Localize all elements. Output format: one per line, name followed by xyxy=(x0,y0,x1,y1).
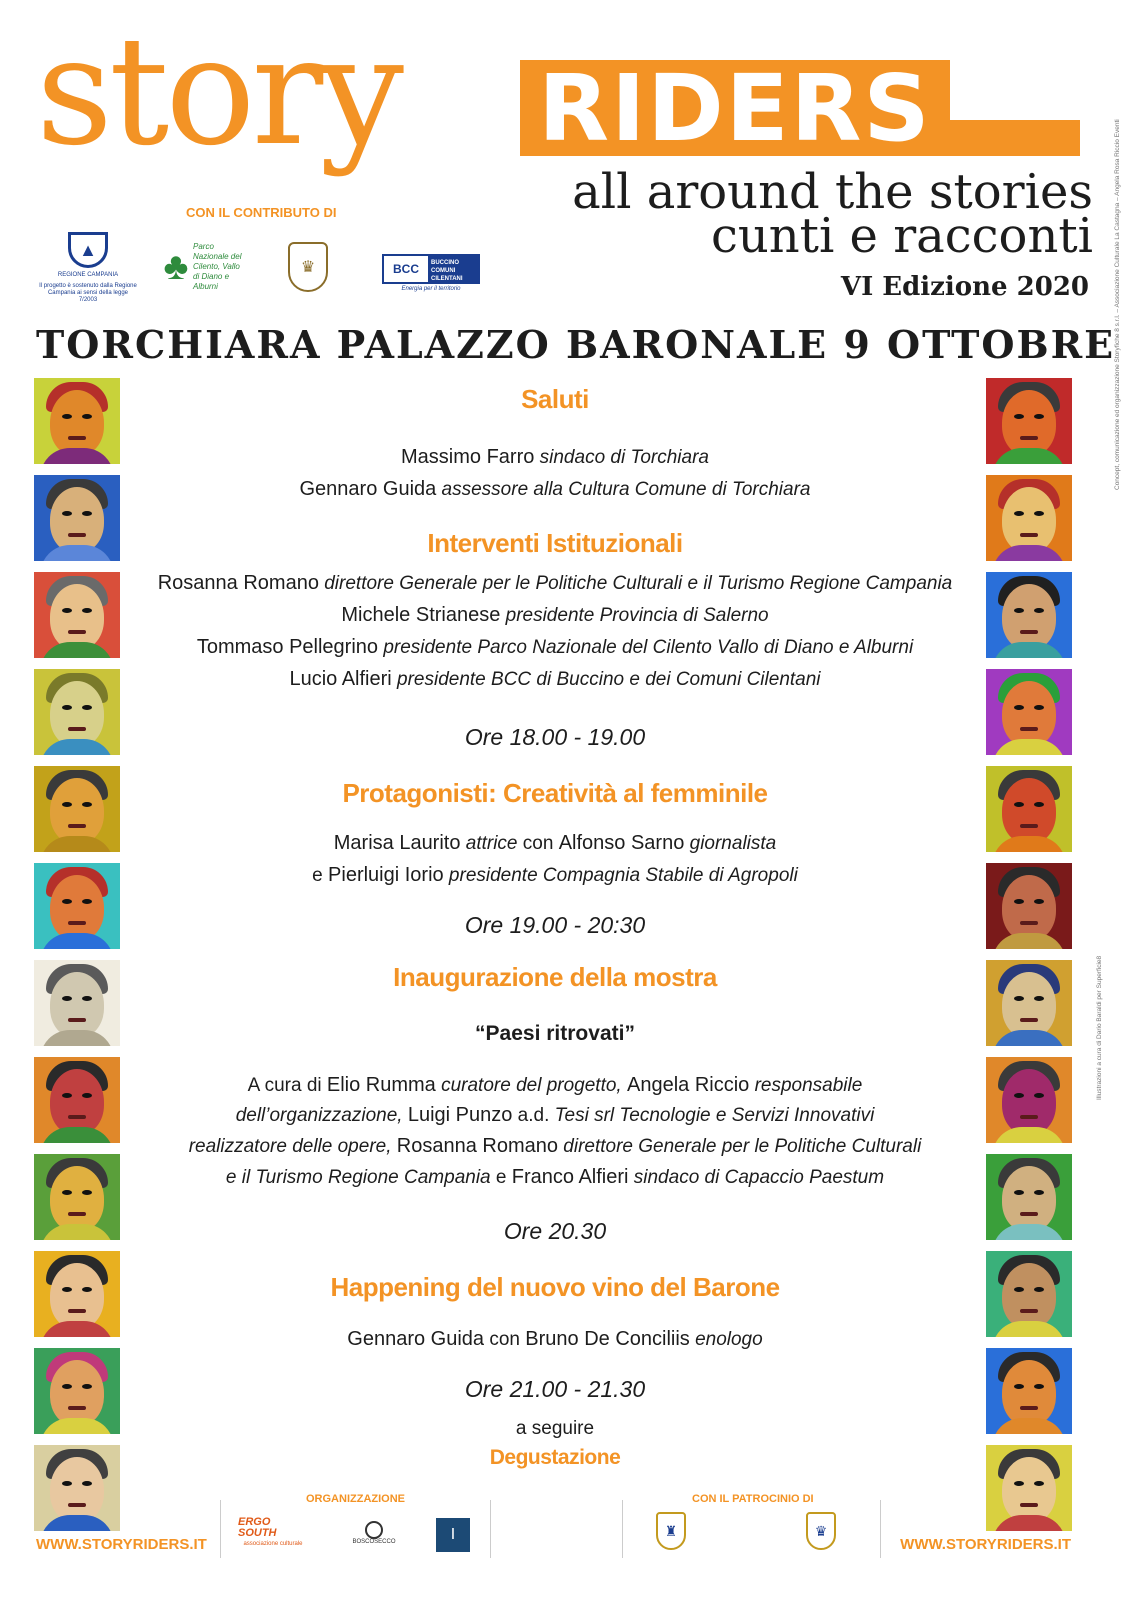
portrait-illustration xyxy=(986,1154,1072,1240)
person-role: assessore alla Cultura Comune di Torchiara xyxy=(441,479,811,500)
mostra-line-4 xyxy=(130,1166,980,1189)
portrait-eye xyxy=(82,705,92,710)
portrait-body xyxy=(40,1224,114,1240)
crest-icon: ♛ xyxy=(288,242,328,292)
person-role: direttore Generale per le Politiche Culturali xyxy=(563,1136,922,1157)
website-link-right[interactable]: WWW.STORYRIDERS.IT xyxy=(900,1536,1071,1553)
happening-line-1 xyxy=(130,1328,980,1351)
person-name: Rosanna Romano xyxy=(396,1135,558,1157)
person-role: curatore del progetto, xyxy=(441,1075,622,1096)
portrait-eye xyxy=(1034,899,1044,904)
portrait-illustration xyxy=(34,960,120,1046)
portrait-mouth xyxy=(1020,1406,1038,1410)
portrait-eye xyxy=(62,1093,72,1098)
person-role: presidente Parco Nazionale del Cilento Vallo di Diano e Alburni xyxy=(383,637,914,658)
person-role: sindaco di Torchiara xyxy=(539,447,709,468)
time-mostra: Ore 20.30 xyxy=(503,1218,607,1244)
logo-riders-box xyxy=(520,54,950,162)
portrait-face xyxy=(1002,1360,1056,1426)
portrait-eye xyxy=(1034,996,1044,1001)
portrait-illustration xyxy=(986,475,1072,561)
interventi-line-3 xyxy=(130,636,980,659)
logo-riders: RIDERS xyxy=(538,54,932,162)
portrait-eye xyxy=(1034,1384,1044,1389)
portrait-face xyxy=(50,1360,104,1426)
portrait-body xyxy=(992,642,1066,658)
portrait-body xyxy=(40,1321,114,1337)
portrait-mouth xyxy=(1020,921,1038,925)
divider xyxy=(220,1500,221,1558)
portrait-body xyxy=(40,448,114,464)
person-role: giornalista xyxy=(689,833,777,854)
shield-icon: ▲ xyxy=(68,232,108,268)
person-name: Gennaro Guida xyxy=(347,1328,485,1350)
portrait-face xyxy=(50,1457,104,1523)
portrait-illustration xyxy=(34,378,120,464)
a-seguire-label: a seguire xyxy=(515,1418,595,1439)
protagonisti-line-1 xyxy=(130,832,980,855)
portrait-illustration xyxy=(986,960,1072,1046)
person-role: e il Turismo Regione Campania xyxy=(225,1167,491,1188)
portrait-mouth xyxy=(1020,1212,1038,1216)
portrait-illustration xyxy=(986,863,1072,949)
region-note: Il progetto è sostenuto dalla Regione Campania ai sensi della legge 7/2003 xyxy=(39,283,137,303)
portrait-face xyxy=(1002,972,1056,1038)
vertical-credit: Concept, comunicazione ed organizzazione Storyfiche 8 s.r.l. – Associazione Culturale La Castagna – Angela Rosa Riccio Eventi xyxy=(1114,119,1121,490)
patrocinio-crest-1 xyxy=(656,1512,686,1550)
protagonisti-line-2 xyxy=(130,864,980,887)
bcc-sub: Energia per il territorio xyxy=(401,286,461,292)
interventi-line-4 xyxy=(130,668,980,691)
bcc-logo xyxy=(382,252,480,294)
role-ad: a.d. xyxy=(517,1105,550,1126)
portrait-body xyxy=(992,836,1066,852)
portrait-body xyxy=(992,933,1066,949)
portrait-eye xyxy=(82,996,92,1001)
portrait-body xyxy=(992,545,1066,561)
portrait-eye xyxy=(1014,1481,1024,1486)
person-role: presidente BCC di Buccino e dei Comuni Cilentani xyxy=(397,669,821,690)
divider xyxy=(880,1500,881,1558)
portrait-mouth xyxy=(68,824,86,828)
time-happening: Ore 21.00 - 21.30 xyxy=(464,1376,646,1402)
portrait-body xyxy=(40,1030,114,1046)
person-role: attrice xyxy=(465,833,518,854)
portrait-eye xyxy=(82,802,92,807)
heading-interventi: Interventi Istituzionali xyxy=(427,528,683,558)
person-name: Massimo Farro xyxy=(401,446,535,468)
portrait-illustration xyxy=(986,1251,1072,1337)
i-logo: I xyxy=(436,1518,470,1552)
patrocinio-label: CON IL PATROCINIO DI xyxy=(692,1493,814,1505)
portrait-face xyxy=(50,875,104,941)
portrait-face xyxy=(50,487,104,553)
conj-con: con xyxy=(489,1329,520,1350)
portrait-mouth xyxy=(68,1406,86,1410)
portrait-face xyxy=(50,1069,104,1135)
person-name: Gennaro Guida xyxy=(299,478,437,500)
portrait-mouth xyxy=(68,630,86,634)
olive-label: BOSCOSECCO xyxy=(352,1539,396,1545)
portrait-eye xyxy=(62,1190,72,1195)
portrait-eye xyxy=(82,1093,92,1098)
portrait-body xyxy=(40,1418,114,1434)
portrait-body xyxy=(992,1321,1066,1337)
saluti-line-2 xyxy=(130,478,980,501)
portrait-mouth xyxy=(68,1503,86,1507)
mostra-line-1 xyxy=(130,1074,980,1097)
portrait-mouth xyxy=(68,1115,86,1119)
portrait-eye xyxy=(82,414,92,419)
portrait-illustration xyxy=(34,1348,120,1434)
wreath-icon xyxy=(365,1521,383,1539)
tagline-stories: all around the stories xyxy=(572,164,1093,220)
portrait-mouth xyxy=(1020,1503,1038,1507)
person-role: responsabile xyxy=(754,1075,863,1096)
portrait-face xyxy=(1002,390,1056,456)
portrait-eye xyxy=(62,511,72,516)
conj-con: con xyxy=(522,833,554,854)
portrait-illustration xyxy=(34,766,120,852)
portrait-eye xyxy=(1014,1287,1024,1292)
portrait-eye xyxy=(1034,802,1044,807)
portrait-face xyxy=(50,972,104,1038)
portrait-face xyxy=(1002,1263,1056,1329)
portrait-mouth xyxy=(68,1212,86,1216)
portrait-face xyxy=(50,1263,104,1329)
person-name: Michele Strianese xyxy=(341,604,501,626)
crest-icon: ♜ xyxy=(656,1512,686,1550)
plant-icon: ♣ xyxy=(163,246,189,288)
comune-torchiara-logo xyxy=(284,240,332,294)
portrait-mouth xyxy=(68,727,86,731)
portrait-body xyxy=(992,448,1066,464)
portrait-eye xyxy=(1034,1190,1044,1195)
portrait-eye xyxy=(62,705,72,710)
portrait-body xyxy=(40,642,114,658)
portrait-body xyxy=(40,545,114,561)
region-label: REGIONE CAMPANIA xyxy=(57,272,119,278)
heading-mostra: Inaugurazione della mostra xyxy=(393,962,717,992)
person-name: Rosanna Romano xyxy=(157,572,319,594)
portrait-eye xyxy=(62,899,72,904)
person-role: sindaco di Capaccio Paestum xyxy=(633,1167,885,1188)
portrait-eye xyxy=(1014,899,1024,904)
portrait-illustration xyxy=(986,378,1072,464)
tagline-cunti: cunti e racconti xyxy=(710,208,1093,264)
portrait-eye xyxy=(82,1190,92,1195)
person-role: direttore Generale per le Politiche Culturali e il Turismo Regione Campania xyxy=(324,573,953,594)
interventi-line-2 xyxy=(130,604,980,627)
portrait-illustration xyxy=(34,475,120,561)
portrait-face xyxy=(1002,584,1056,650)
portrait-mouth xyxy=(68,533,86,537)
portrait-eye xyxy=(62,1287,72,1292)
person-name: Luigi Punzo xyxy=(407,1104,513,1126)
person-role: Tesi srl Tecnologie e Servizi Innovativi xyxy=(554,1105,875,1126)
person-name: Pierluigi Iorio xyxy=(328,864,444,886)
divider xyxy=(490,1500,491,1558)
portrait-eye xyxy=(1034,1093,1044,1098)
bcc-left: BCC xyxy=(384,256,428,282)
portrait-body xyxy=(992,1030,1066,1046)
portrait-eye xyxy=(82,899,92,904)
portrait-body xyxy=(40,836,114,852)
crest-icon: ♛ xyxy=(806,1512,836,1550)
portrait-illustration xyxy=(34,1251,120,1337)
portrait-face xyxy=(1002,681,1056,747)
portrait-illustration xyxy=(986,1348,1072,1434)
mostra-subtitle: “Paesi ritrovati” xyxy=(475,1022,635,1045)
portrait-eye xyxy=(62,1481,72,1486)
portrait-eye xyxy=(1014,705,1024,710)
portrait-mouth xyxy=(1020,1309,1038,1313)
portrait-eye xyxy=(62,1384,72,1389)
person-name: Franco Alfieri xyxy=(511,1166,629,1188)
portrait-eye xyxy=(1014,608,1024,613)
portrait-body xyxy=(40,1515,114,1531)
portrait-mouth xyxy=(1020,630,1038,634)
portrait-mouth xyxy=(68,436,86,440)
edition-label: VI Edizione 2020 xyxy=(840,272,1089,302)
portrait-illustration xyxy=(34,1057,120,1143)
park-text: Parco Nazionale del Cilento, Vallo di Diano e Alburni xyxy=(193,242,242,291)
portrait-illustration xyxy=(34,572,120,658)
mostra-line-3 xyxy=(130,1135,980,1158)
portrait-eye xyxy=(1034,1481,1044,1486)
portrait-eye xyxy=(1014,511,1024,516)
portrait-face xyxy=(1002,1069,1056,1135)
portrait-face xyxy=(50,1166,104,1232)
conj-e: e xyxy=(495,1167,507,1188)
portrait-illustration xyxy=(986,1445,1072,1531)
portrait-eye xyxy=(1014,802,1024,807)
time-protagonisti: Ore 19.00 - 20:30 xyxy=(464,912,646,938)
portrait-eye xyxy=(82,1384,92,1389)
person-name: Angela Riccio xyxy=(627,1074,750,1096)
portrait-body xyxy=(992,1127,1066,1143)
portrait-illustration xyxy=(34,669,120,755)
portrait-illustration xyxy=(986,1057,1072,1143)
person-role: realizzatore delle opere, xyxy=(188,1136,392,1157)
person-name: Elio Rumma xyxy=(326,1074,436,1096)
portrait-mouth xyxy=(1020,533,1038,537)
heading-protagonisti: Protagonisti: Creatività al femminile xyxy=(342,778,768,808)
a-cura-label: A cura di xyxy=(247,1075,322,1096)
organizzazione-label: ORGANIZZAZIONE xyxy=(306,1493,405,1505)
person-name: Bruno De Conciliis xyxy=(525,1328,690,1350)
portrait-face xyxy=(1002,875,1056,941)
saluti-line-1 xyxy=(130,446,980,469)
event-title: TORCHIARA PALAZZO BARONALE 9 OTTOBRE xyxy=(36,322,1116,367)
person-name: Marisa Laurito xyxy=(333,832,461,854)
portrait-eye xyxy=(1014,414,1024,419)
portrait-illustration xyxy=(986,572,1072,658)
portrait-mouth xyxy=(1020,1018,1038,1022)
person-role: presidente Provincia di Salerno xyxy=(505,605,769,626)
portrait-body xyxy=(40,1127,114,1143)
vertical-credit-illustrations: Illustrazioni a cura di Dario Baraldi per Superficie8 xyxy=(1096,955,1103,1100)
bcc-right: BUCCINO COMUNI CILENTANI xyxy=(428,256,478,282)
patrocinio-crest-2 xyxy=(806,1512,836,1550)
person-role: presidente Compagnia Stabile di Agropoli xyxy=(448,865,798,886)
portrait-mouth xyxy=(1020,727,1038,731)
divider xyxy=(622,1500,623,1558)
portrait-face xyxy=(1002,487,1056,553)
portrait-body xyxy=(992,1515,1066,1531)
portrait-body xyxy=(992,1418,1066,1434)
portrait-body xyxy=(992,739,1066,755)
person-name: Tommaso Pellegrino xyxy=(196,636,379,658)
portrait-illustration xyxy=(986,766,1072,852)
interventi-line-1 xyxy=(130,572,980,595)
contributo-label: CON IL CONTRIBUTO DI xyxy=(186,205,337,220)
portrait-eye xyxy=(82,511,92,516)
boscosecco-logo xyxy=(346,1518,402,1548)
mostra-line-2 xyxy=(130,1104,980,1127)
portrait-mouth xyxy=(1020,1115,1038,1119)
portrait-eye xyxy=(1014,996,1024,1001)
portrait-eye xyxy=(62,608,72,613)
ergo-south-logo xyxy=(238,1515,308,1548)
portrait-eye xyxy=(1034,414,1044,419)
regione-campania-logo xyxy=(38,232,138,304)
portrait-face xyxy=(1002,1166,1056,1232)
portrait-body xyxy=(40,739,114,755)
conj-e: e xyxy=(312,865,323,886)
parco-cilento-logo xyxy=(158,238,244,296)
portrait-eye xyxy=(1034,705,1044,710)
degustazione-label: Degustazione xyxy=(489,1446,621,1469)
logo-story: story xyxy=(36,5,401,179)
portrait-eye xyxy=(1034,608,1044,613)
portrait-mouth xyxy=(68,1018,86,1022)
heading-happening: Happening del nuovo vino del Barone xyxy=(330,1272,780,1302)
time-interventi: Ore 18.00 - 19.00 xyxy=(464,724,646,750)
portrait-mouth xyxy=(68,1309,86,1313)
portrait-eye xyxy=(62,802,72,807)
heading-saluti: Saluti xyxy=(521,384,589,414)
portrait-eye xyxy=(82,1287,92,1292)
person-name: Lucio Alfieri xyxy=(289,668,392,690)
person-role: enologo xyxy=(695,1329,763,1350)
ergo-sub: associazione culturale xyxy=(243,1540,303,1547)
ergo-label: ERGO SOUTH xyxy=(238,1515,277,1539)
website-link-left[interactable]: WWW.STORYRIDERS.IT xyxy=(36,1536,207,1553)
portrait-body xyxy=(992,1224,1066,1240)
portrait-eye xyxy=(1014,1093,1024,1098)
portrait-eye xyxy=(62,414,72,419)
portrait-eye xyxy=(82,1481,92,1486)
portrait-illustration xyxy=(34,1154,120,1240)
portrait-mouth xyxy=(68,921,86,925)
portrait-face xyxy=(50,681,104,747)
portrait-eye xyxy=(62,996,72,1001)
portrait-illustration xyxy=(34,1445,120,1531)
portrait-face xyxy=(50,390,104,456)
portrait-eye xyxy=(82,608,92,613)
portrait-mouth xyxy=(1020,436,1038,440)
portrait-eye xyxy=(1014,1384,1024,1389)
logo-riders-tail xyxy=(950,120,1080,156)
portrait-eye xyxy=(1034,511,1044,516)
portrait-illustration xyxy=(34,863,120,949)
portrait-eye xyxy=(1034,1287,1044,1292)
portrait-face xyxy=(50,584,104,650)
person-role: dell’organizzazione, xyxy=(235,1105,403,1126)
portrait-face xyxy=(1002,778,1056,844)
portrait-eye xyxy=(1014,1190,1024,1195)
portrait-mouth xyxy=(1020,824,1038,828)
portrait-face xyxy=(50,778,104,844)
person-name: Alfonso Sarno xyxy=(558,832,685,854)
portrait-body xyxy=(40,933,114,949)
portrait-illustration xyxy=(986,669,1072,755)
portrait-face xyxy=(1002,1457,1056,1523)
